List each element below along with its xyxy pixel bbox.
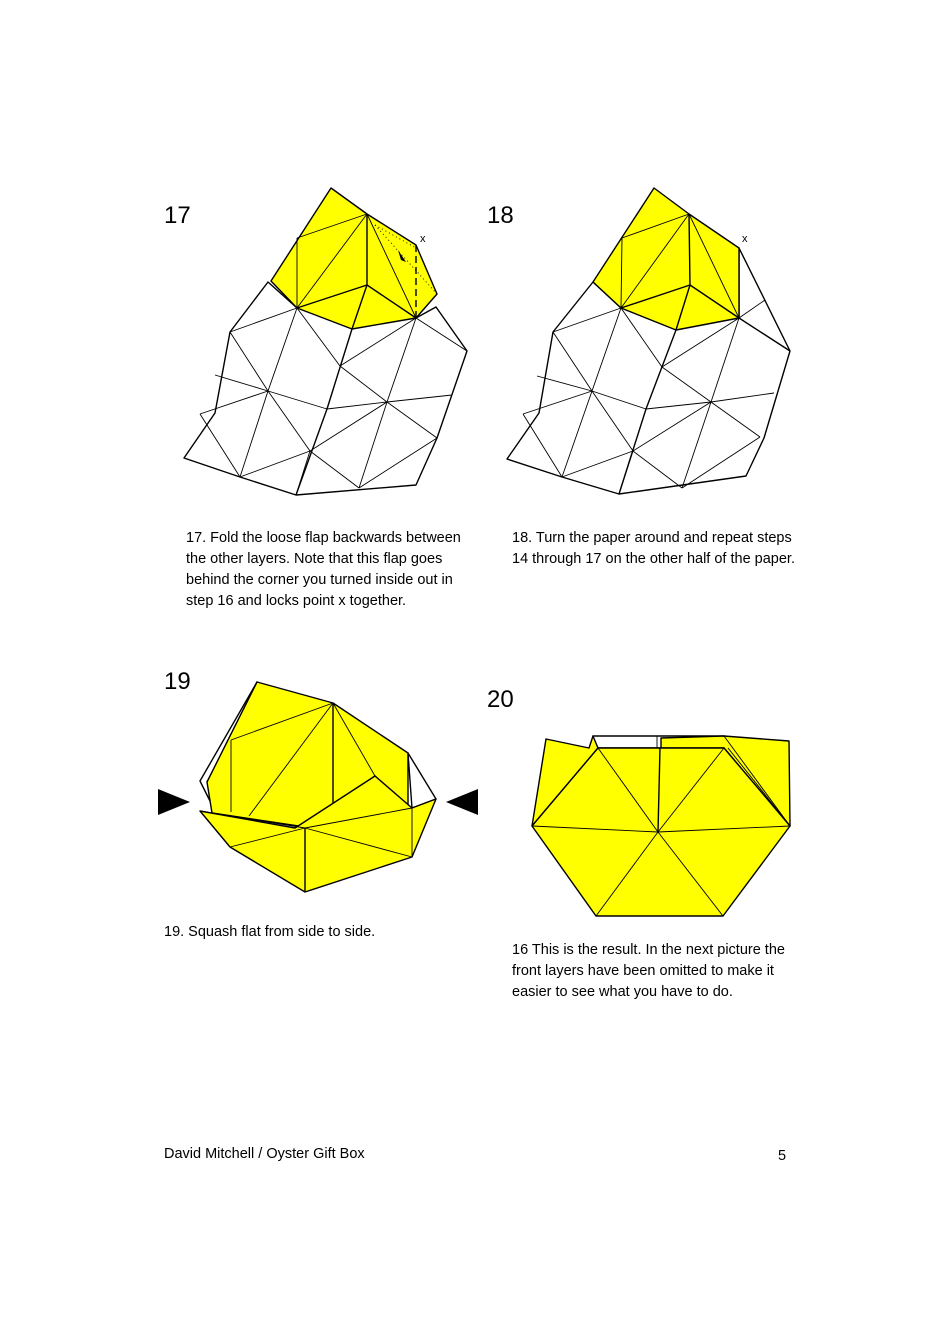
point-x-label-17: x: [420, 233, 426, 245]
point-x-label-18: x: [742, 233, 748, 245]
step-17-caption: 17. Fold the loose flap backwards between the other layers. Note that this flap goes behind the corner you turned inside out in step 16 and locks point x together.: [186, 530, 461, 609]
step-20-caption: 16 This is the result. In the next picture the front layers have been omitted to make it easier to see what you have to do.: [512, 942, 785, 1000]
step-18-caption: 18. Turn the paper around and repeat steps 14 through 17 on the other half of the paper.: [512, 530, 795, 567]
step-number-17: 17: [164, 202, 191, 229]
page-number: 5: [778, 1148, 787, 1164]
step-19-caption: 19. Squash flat from side to side.: [164, 924, 376, 940]
footer-title: David Mitchell / Oyster Gift Box: [164, 1146, 365, 1162]
step-number-20: 20: [487, 686, 514, 713]
step-number-19: 19: [164, 668, 191, 695]
step-number-18: 18: [487, 202, 514, 229]
